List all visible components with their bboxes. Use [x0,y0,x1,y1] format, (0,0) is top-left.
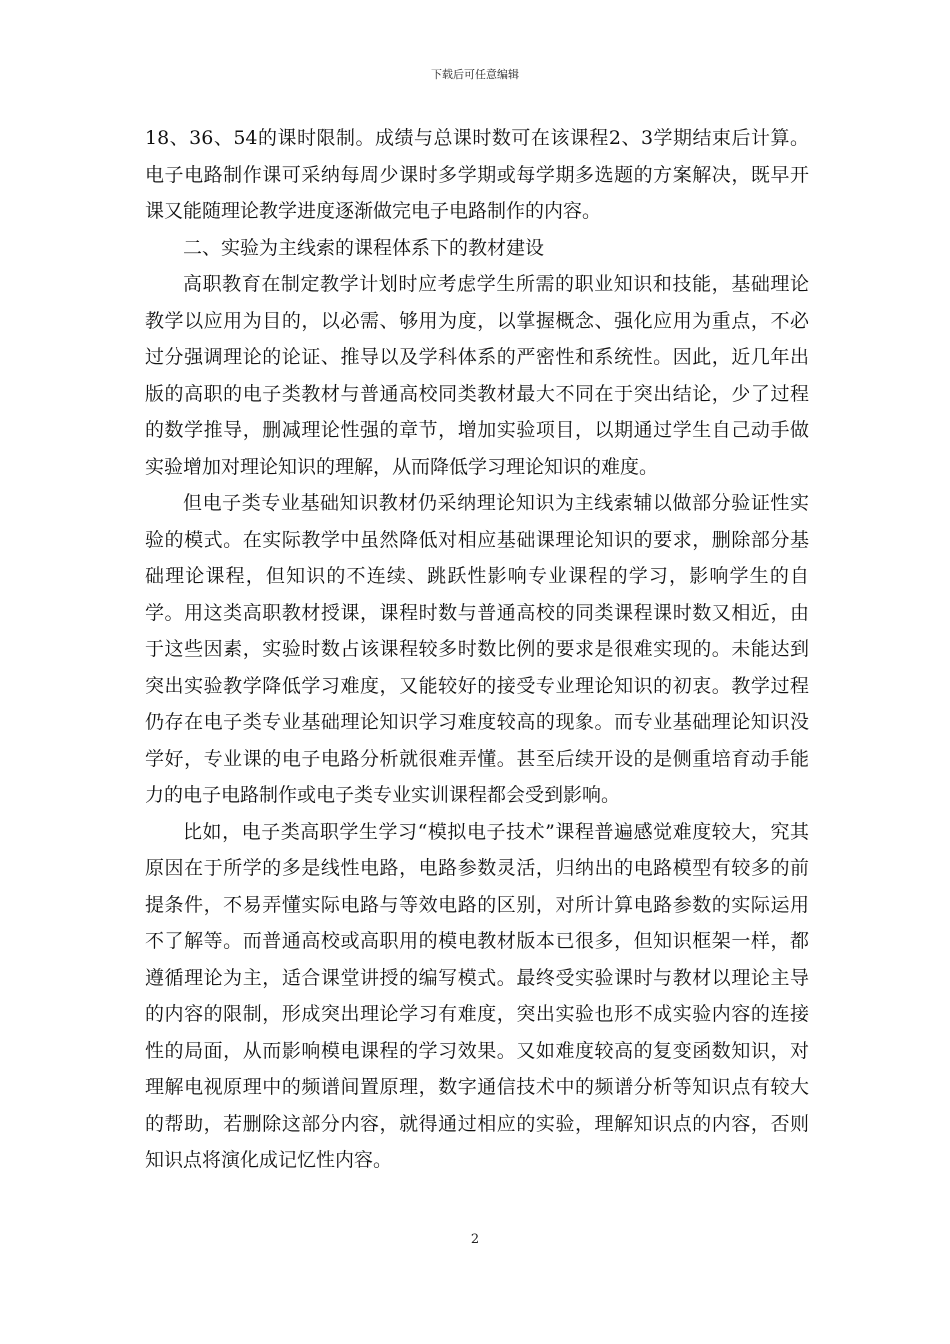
page-header: 下载后可任意编辑 [431,68,519,81]
paragraph-analog-electronics-example: 比如，电子类高职学生学习“模拟电子技术”课程普遍感觉难度较大，究其原因在于所学的多是线性电路，电路参数灵活，归纳出的电路模型有较多的前提条件，不易弄懂实际电路与等效电路的区别，对所计算电路参数的实际运用不了解等。而普通高校或高职用的模电教材版本已很多，但知识框架一样，都遵循理论为主，适合课堂讲授的编写模式。最终受实验课时与教材以理论主导的内容的限制，形成突出理论学习有难度，突出实验也形不成实验内容的连接性的局面，从而影响模电课程的学习效果。又如难度较高的复变函数知识，对理解电视原理中的频谱间置原理，数字通信技术中的频谱分析等知识点有较大的帮助，若删除这部分内容，就得通过相应的实验，理解知识点的内容，否则知识点将演化成记忆性内容。 [145,820,809,1171]
paragraph-textbook-model: 但电子类专业基础知识教材仍采纳理论知识为主线索辅以做部分验证性实验的模式。在实际教学中虽然降低对相应基础课理论知识的要求，删除部分基础理论课程，但知识的不连续、跳跃性影响专业课程的学习，影响学生的自学。用这类高职教材授课，课程时数与普通高校的同类课程课时数又相近，由于这些因素，实验时数占该课程较多时数比例的要求是很难实现的。未能达到突出实验教学降低学习难度，又能较好的接受专业理论知识的初衷。教学过程仍存在电子类专业基础理论知识学习难度较高的现象。而专业基础理论知识没学好，专业课的电子电路分析就很难弄懂。甚至后续开设的是侧重培育动手能力的电子电路制作或电子类专业实训课程都会受到影响。 [145,492,809,806]
document-body [145,120,809,1179]
paragraph-course-hours: 18、36、54的课时限制。成绩与总课时数可在该课程2、3学期结束后计算。电子电路制作课可采纳每周少课时多学期或每学期多选题的方案解决，既早开课又能随理论教学进度逐渐做完电子电路制作的内容。 [145,127,809,222]
page-number: 2 [470,1232,480,1247]
section-heading-textbook-construction: 二、实验为主线索的课程体系下的教材建设 [183,236,545,259]
paragraph-vocational-education: 高职教育在制定教学计划时应考虑学生所需的职业知识和技能，基础理论教学以应用为目的，以必需、够用为度，以掌握概念、强化应用为重点，不必过分强调理论的论证、推导以及学科体系的严密性和系统性。因此，近几年出版的高职的电子类教材与普通高校同类教材最大不同在于突出结论，少了过程的数学推导，删减理论性强的章节，增加实验项目，以期通过学生自己动手做实验增加对理论知识的理解，从而降低学习理论知识的难度。 [145,273,809,478]
